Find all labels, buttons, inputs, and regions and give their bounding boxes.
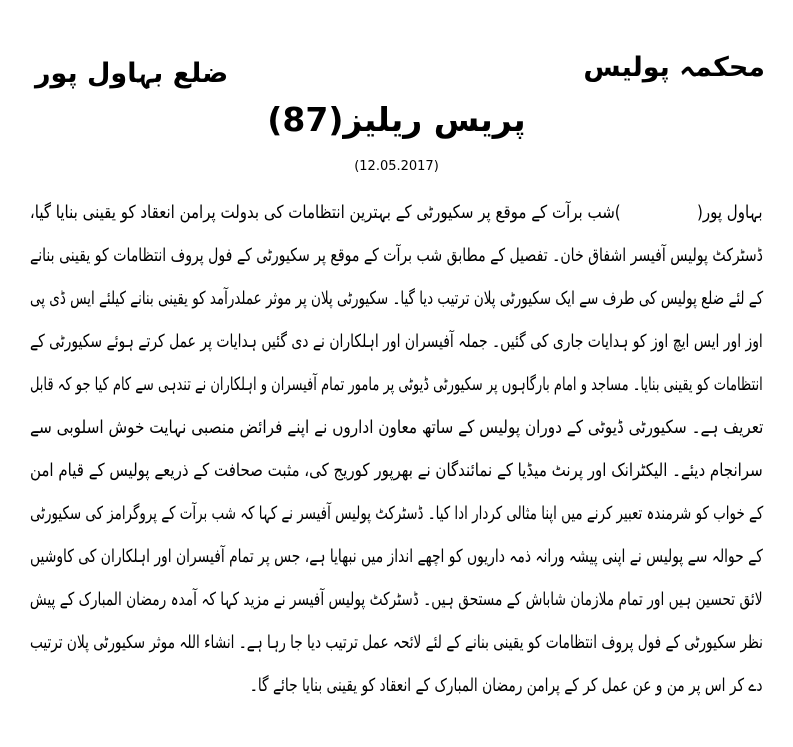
department-header: محکمہ پولیس: [583, 52, 765, 83]
body-line: [30, 449, 763, 492]
body-line: [30, 320, 763, 363]
body-line-text: دے کر اس پر من و عن عمل کر کے پرامن رمضان المبارک کے انعقاد کو یقینی بنایا جائے گا۔: [250, 675, 763, 696]
body-line-text: بہاول پور( )شب برآت کے موقع پر سکیورٹی کے بہترین انتظامات کی بدولت پرامن انعقاد کو یقینی بنایا گیا،: [30, 202, 763, 223]
body-line: [30, 621, 763, 664]
body-line-text: کے خواب کو شرمندہ تعبیر کرنے میں اپنا مثالی کردار ادا کیا۔ ڈسٹرکٹ پولیس آفیسر نے کہا کہ شب برآت کے پروگرامز کی سکیورٹی: [29, 503, 763, 524]
body-line: [30, 234, 763, 277]
body-line: [30, 664, 763, 707]
press-release-title: پریس ریلیز(87): [267, 100, 526, 139]
body-line: [30, 535, 763, 578]
body-line-text: کے لئے ضلع پولیس کی طرف سے ایک سکیورٹی پلان ترتیب دیا گیا۔ سکیورٹی پلان پر موثر عملدرآمد کو یقینی بنانے کیلئے ایس ڈی پی: [29, 288, 763, 309]
body-line: [30, 277, 763, 320]
body-line-text: نظر سکیورٹی کے فول پروف انتظامات کو یقینی بنانے کے لئے لائحہ عمل ترتیب دیا جا رہا ہے۔ انشاء اللہ موثر سکیورٹی پلان ترتیب: [30, 632, 763, 653]
body-line-text: ڈسٹرکٹ پولیس آفیسر اشفاق خان۔ تفصیل کے مطابق شب برآت کے موقع پر سکیورٹی کے فول پروف انتظامات کو یقینی بنانے: [30, 245, 763, 266]
body-line: [30, 578, 763, 621]
body-line-text: انتظامات کو یقینی بنایا۔ مساجد و امام بارگاہوں پر سکیورٹی ڈیوٹی پر مامور تمام آفیسران و اہلکاران نے تندہی سے کام کیا جو کہ قابل: [30, 374, 763, 395]
body-line: [30, 406, 763, 449]
body-line: [30, 363, 763, 406]
release-date: (12.05.2017): [354, 159, 439, 174]
district-header: ضلع بہاول پور: [35, 58, 229, 89]
body-line-text: سرانجام دیئے۔ الیکٹرانک اور پرنٹ میڈیا کے نمائندگان نے بھرپور کوریج کی، مثبت صحافت کے ذریعے پولیس کے قیام امن: [30, 460, 763, 481]
body-line-text: تعریف ہے۔ سکیورٹی ڈیوٹی کے دوران پولیس کے ساتھ معاون اداروں نے اپنے فرائض منصبی نہایت خوش اسلوبی سے: [29, 417, 763, 438]
body-line: [30, 492, 763, 535]
body-line-text: اوز اور ایس ایچ اوز کو ہدایات جاری کی گئیں۔ جملہ آفیسران اور اہلکاران نے دی گئیں ہدایات پر عمل کرتے ہوئے سکیورٹی کے: [30, 331, 763, 352]
body-line-text: کے حوالہ سے پولیس نے اپنی پیشہ ورانہ ذمہ داریوں کو اچھے انداز میں نبھایا ہے، جس پر تمام آفیسران اور اہلکاران کی کاوشیں: [30, 546, 763, 567]
body-line: [30, 191, 763, 234]
body-line-text: لائق تحسین ہیں اور تمام ملازمان شاباش کے مستحق ہیں۔ ڈسٹرکٹ پولیس آفیسر نے مزید کہا کہ آمدہ رمضان المبارک کے پیش: [30, 589, 763, 610]
press-release-body: [30, 191, 763, 707]
